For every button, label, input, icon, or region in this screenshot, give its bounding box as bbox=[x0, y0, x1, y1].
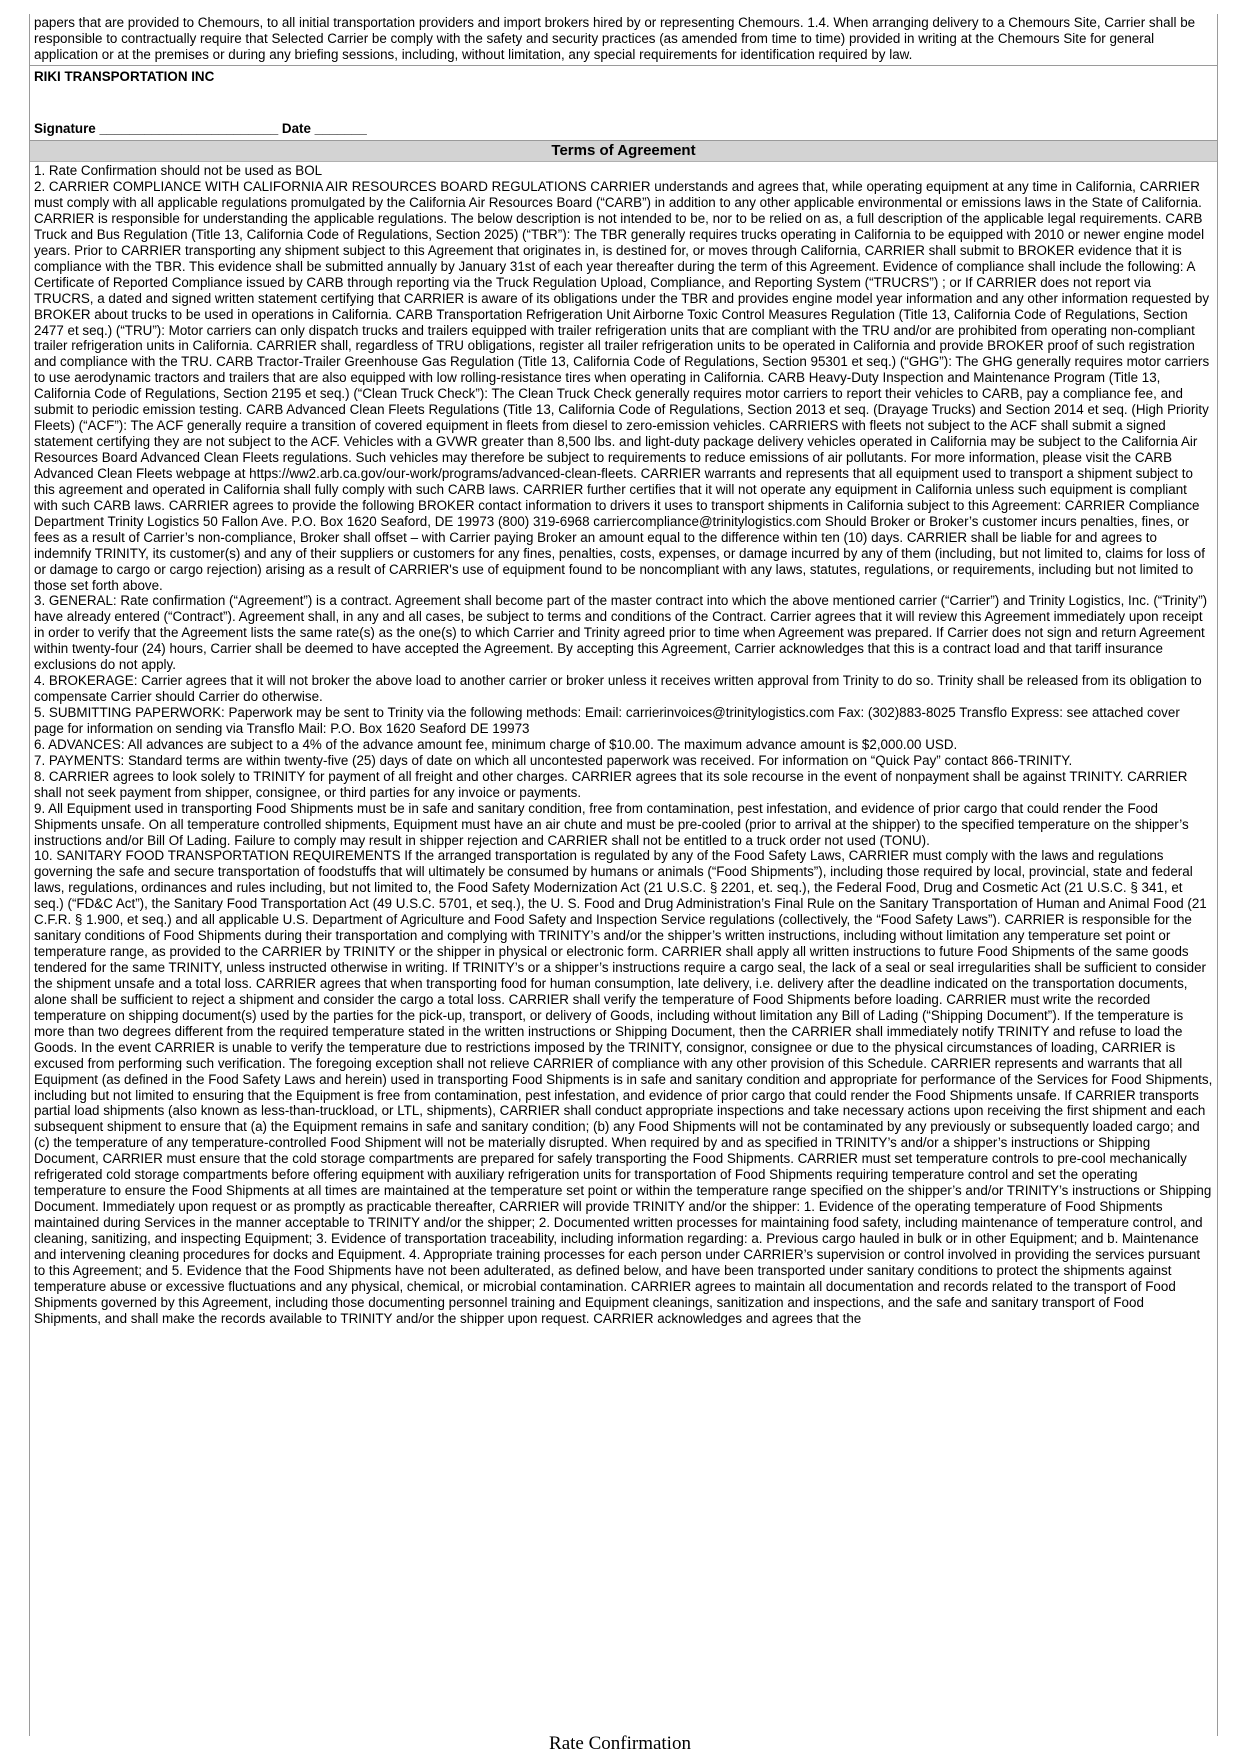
term-9-equipment: 9. All Equipment used in transporting Food Shipments must be in safe and sanitary condition, free from contamination, pest infestation, and evidence of prior cargo that could render the Food Shipments unsafe. On all temperature controlled shipments, Equipment must have an air chute and must be pre-cooled (prior to arrival at the shipper) to the specified temperature on the shipper’s instructions and/or Bill Of Lading. Failure to comply may result in shipper rejection and CARRIER shall not be entitled to a truck order not used (TONU). bbox=[34, 800, 1189, 848]
term-4-brokerage: 4. BROKERAGE: Carrier agrees that it will not broker the above load to another carrier or broker unless it receives written approval from Trinity to do so. Trinity shall be released from its obligation to compensate Carrier should Carrier do otherwise. bbox=[34, 673, 1202, 705]
term-8-payment-recourse: 8. CARRIER agrees to look solely to TRINITY for payment of all freight and other charges. CARRIER agrees that its sole recourse in the event of nonpayment shall be against TRINITY. CARRIER shall not seek payment from shipper, consignee, or third parties for any invoice or payments. bbox=[34, 768, 1188, 800]
signature-block bbox=[30, 65, 1217, 141]
term-5-submitting-paperwork: 5. SUBMITTING PAPERWORK: Paperwork may be sent to Trinity via the following methods: Email: carrierinvoices@trinitylogistics.com Fax: (302)883-8025 Transflo Express: see attached cover page for information on sending via Transflo Mail: P.O. Box 1620 Seaford DE 19973 bbox=[34, 705, 1180, 736]
terms-of-agreement-header: Terms of Agreement bbox=[30, 141, 1217, 162]
term-1: 1. Rate Confirmation should not be used as BOL bbox=[34, 163, 323, 179]
term-6-advances: 6. ADVANCES: All advances are subject to a 4% of the advance amount fee, minimum charge of $10.00. The maximum advance amount is $2,000.00 USD. bbox=[34, 736, 958, 752]
carrier-company-name: RIKI TRANSPORTATION INC bbox=[34, 69, 215, 85]
term-7-payments: 7. PAYMENTS: Standard terms are within twenty-five (25) days of date on which all uncontested paperwork was received. For information on “Quick Pay” contact 866-TRINITY. bbox=[34, 752, 1073, 768]
page-footer-title: Rate Confirmation bbox=[549, 1733, 691, 1754]
signature-date-line: Signature ________________________ Date _______ bbox=[34, 121, 367, 137]
term-2-carb-compliance: 2. CARRIER COMPLIANCE WITH CALIFORNIA AIR RESOURCES BOARD REGULATIONS CARRIER understands and agrees that, while operating equipment at any time in California, CARRIER must comply with all applicable regulations promulgated by the California Air Resources Board (“CARB”) in addition to any other applicable environmental or emissions laws in the State of California. CARRIER is responsible for understanding the applicable regulations. The below description is not intended to be, nor to be relied on as, a full description of the applicable legal requirements. CARB Truck and Bus Regulation (Title 13, California Code of Regulations, Section 2025) (“TBR”): The TBR generally requires trucks operating in California to be equipped with 2010 or newer engine model years. Prior to CARRIER transporting any shipment subject to this Agreement that originates in, is destined for, or moves through California, CARRIER shall submit to BROKER evidence that it is compliance with the TBR. This evidence shall be submitted annually by January 31st of each year thereafter during the term of this Agreement. Evidence of compliance shall include the following: A Certificate of Reported Compliance issued by CARB through reporting via the Truck Regulation Upload, Compliance, and Reporting System (“TRUCRS”) ; or If CARRIER does not report via TRUCRS, a dated and signed written statement certifying that CARRIER is aware of its obligations under the TBR and provides engine model year information and any other information requested by BROKER about trucks to be used in operations in California. CARB Transportation Refrigeration Unit Airborne Toxic Control Measures Regulation (Title 13, California Code of Regulations, Section 2477 et seq.) (“TRU”): Motor carriers can only dispatch trucks and trailers equipped with trailer refrigeration units that are compliant with the TRU and/or are prohibited from operating non-compliant trailer refrigeration units in California. CARRIER shall, regardless of TRU obligations, register all trailer refrigeration units to be operated in California and provide BROKER proof of such registration and compliance with the TRU. CARB Tractor-Trailer Greenhouse Gas Regulation (Title 13, California Code of Regulations, Section 95301 et seq.) (“GHG”): The GHG generally requires motor carriers to use aerodynamic tractors and trailers that are also equipped with low rolling-resistance tires when operating in California. CARB Heavy-Duty Inspection and Maintenance Program (Title 13, California Code of Regulations, Section 2195 et seq.) (“Clean Truck Check”): The Clean Truck Check generally requires motor carriers to report their vehicles to CARB, pay a compliance fee, and submit to periodic emission testing. CARB Advanced Clean Fleets Regulations (Title 13, California Code of Regulations, Section 2013 et seq. (Drayage Trucks) and Section 2014 et seq. (High Priority Fleets) (“ACF”): The ACF generally require a transition of covered equipment in fleets from diesel to zero-emission vehicles. CARRIERS with fleets not subject to the ACF shall submit a signed statement certifying they are not subject to the ACF. Vehicles with a GVWR greater than 8,500 lbs. and light-duty package delivery vehicles operated in California may be subject to the California Air Resources Board Advanced Clean Fleets regulations. Such vehicles may therefore be subject to requirements to reduce emissions of air pollutants. For more information, please visit the CARB Advanced Clean Fleets webpage at https://ww2.arb.ca.gov/our-work/programs/advanced-clean-fleets. CARRIER warrants and represents that all equipment used to transport a shipment subject to this agreement and operated in California shall fully comply with such CARB laws. CARRIER further certifies that it will not operate any equipment in California unless such equipment is compliant with such CARB laws. CARRIER agrees to provide the following BROKER contact information to drivers it uses to transport shipments in California subject to this Agreement: CARRIER Compliance Department Trinity Logistics 50 Fallon Ave. P.O. Box 1620 Seaford, DE 19973 (800) 319-6968 carriercompliance@trinitylogistics.com Should Broker or Broker’s customer incurs penalties, fines, or fees as a result of Carrier’s non-compliance, Broker shall offset – with Carrier paying Broker an amount equal to the difference within ten (10) days. CARRIER shall be liable for and agrees to indemnify TRINITY, its customer(s) and any of their suppliers or customers for any fines, penalties, costs, expenses, or damage incurred by any of them (including, but not limited to, claims for loss of or damage to cargo or cargo rejection) arising as a result of CARRIER's use of equipment found to be noncompliant with any laws, statutes, regulations, or requirements, including but not limited to those set forth above. bbox=[34, 179, 1210, 593]
intro-paragraph: papers that are provided to Chemours, to all initial transportation providers and import brokers hired by or representing Chemours. 1.4. When arranging delivery to a Chemours Site, Carrier shall be responsible to contractually require that Selected Carrier be comply with the safety and security practices (as amended from time to time) provided in writing at the Chemours Site for general application or at the premises or during any briefing sessions, including, without limitation, any special requirements for identification required by law. bbox=[34, 15, 1196, 63]
terms-list bbox=[30, 162, 1217, 1326]
document-page bbox=[29, 14, 1218, 1736]
term-3-general: 3. GENERAL: Rate confirmation (“Agreement”) is a contract. Agreement shall become part of the master contract into which the above mentioned carrier (“Carrier”) and Trinity Logistics, Inc. (“Trinity”) have already entered (“Contract”). Agreement shall, in any and all cases, be subject to terms and conditions of the Contract. Carrier agrees that it will review this Agreement immediately upon receipt in order to verify that the Agreement lists the same rate(s) as the one(s) to which Carrier and Trinity agreed prior to time when Agreement was prepared. If Carrier does not sign and return Agreement within twenty-four (24) hours, Carrier shall be deemed to have accepted the Agreement. By accepting this Agreement, Carrier acknowledges that this is a contract load and that tariff insurance exclusions do not apply. bbox=[34, 593, 1208, 673]
term-10-sanitary-food: 10. SANITARY FOOD TRANSPORTATION REQUIREMENTS If the arranged transportation is regulated by any of the Food Safety Laws, CARRIER must comply with the laws and regulations governing the safe and secure transportation of foodstuffs that will ultimately be consumed by humans or animals (“Food Shipments”), including those required by local, provincial, state and federal laws, regulations, ordinances and rules including, but not limited to, the Food Safety Modernization Act (21 U.S.C. § 2201, et. seq.), the Federal Food, Drug and Cosmetic Act (21 U.S.C. § 341, et seq.) (“FD&C Act”), the Sanitary Food Transportation Act (49 U.S.C. 5701, et seq.), the U. S. Food and Drug Administration’s Final Rule on the Sanitary Transportation of Human and Animal Food (21 C.F.R. § 1.900, et seq.) and all applicable U.S. Department of Agriculture and Food Safety and Inspection Service regulations (collectively, the “Food Safety Laws”). CARRIER is responsible for the sanitary conditions of Food Shipments during their transportation and complying with TRINITY’s and/or the shipper’s written instructions, including without limitation any temperature set point or temperature range, as provided to the CARRIER by TRINITY or the shipper in physical or electronic form. CARRIER shall apply all written instructions to future Food Shipments of the same goods tendered for the same TRINITY, unless instructed otherwise in writing. If TRINITY’s or a shipper’s instructions require a cargo seal, the lack of a seal or seal irregularities shall be sufficient to consider the shipment unsafe and a total loss. CARRIER agrees that when transporting food for human consumption, late delivery, i.e. delivery after the deadline indicated on the transportation documents, alone shall be sufficient to reject a shipment and consider the cargo a total loss. CARRIER shall verify the temperature of Food Shipments before loading. CARRIER must write the recorded temperature on shipping document(s) used by the parties for the pick-up, transport, or delivery of Goods, including without limitation any Bill of Lading (“Shipping Document”). If the temperature is more than two degrees different from the required temperature stated in the written instructions or Shipping Document, then the CARRIER shall immediately notify TRINITY and refuse to load the Goods. In the event CARRIER is unable to verify the temperature due to restrictions imposed by the TRINITY, consignor, consignee or due to the physical circumstances of loading, CARRIER is excused from performing such verification. The foregoing exception shall not relieve CARRIER of compliance with any other provision of this Schedule. CARRIER represents and warrants that all Equipment (as defined in the Food Safety Laws and herein) used in transporting Food Shipments is in safe and sanitary condition and appropriate for performance of the Services for Food Shipments, including but not limited to ensuring that the Equipment is free from contamination, pest infestation, and evidence of prior cargo that could render the Food Shipments unsafe. If CARRIER transports partial load shipments (also known as less-than-truckload, or LTL, shipments), CARRIER shall conduct appropriate inspections and take necessary actions upon receiving the first shipment and each subsequent shipment to ensure that (a) the Equipment remains in safe and sanitary condition; (b) any Food Shipments will not be contaminated by any previously or subsequently loaded cargo; and (c) the temperature of any temperature-controlled Food Shipment will not be materially disrupted. When required by and as specified in TRINITY’s and/or a shipper’s instructions or Shipping Document, CARRIER must ensure that the cold storage compartments are prepared for safely transporting the Food Shipments. CARRIER must set temperature controls to pre-cool mechanically refrigerated cold storage compartments before offering equipment with auxiliary refrigeration units for transportation of Food Shipments requiring temperature control and set the operating temperature to ensure the Food Shipments at all times are maintained at the temperature set point or within the temperature range specified on the shipper’s and/or TRINITY’s instructions or Shipping Document. Immediately upon request or as promptly as practicable thereafter, CARRIER will provide TRINITY and/or the shipper: 1. Evidence of the operating temperature of Food Shipments maintained during Services in the manner acceptable to TRINITY and/or the shipper; 2. Documented written processes for maintaining food safety, including maintenance of temperature control, and cleaning, sanitizing, and inspecting Equipment; 3. Evidence of transportation traceability, including information regarding: a. Previous cargo hauled in bulk or in other Equipment; and b. Maintenance and intervening cleaning procedures for docks and Equipment. 4. Appropriate training processes for each person under CARRIER’s supervision or control involved in providing the services pursuant to this Agreement; and 5. Evidence that the Food Shipments have not been adulterated, as defined below, and have been transported under sanitary conditions to protect the shipments against temperature abuse or excessive fluctuations and any physical, chemical, or microbial contamination. CARRIER agrees to maintain all documentation and records related to the transport of Food Shipments governed by this Agreement, including those documenting personnel training and Equipment cleanings, sanitization and inspections, and the safe and sanitary transport of Food Shipments, and shall make the records available to TRINITY and/or the shipper upon request. CARRIER acknowledges and agrees that the bbox=[34, 848, 1213, 1326]
